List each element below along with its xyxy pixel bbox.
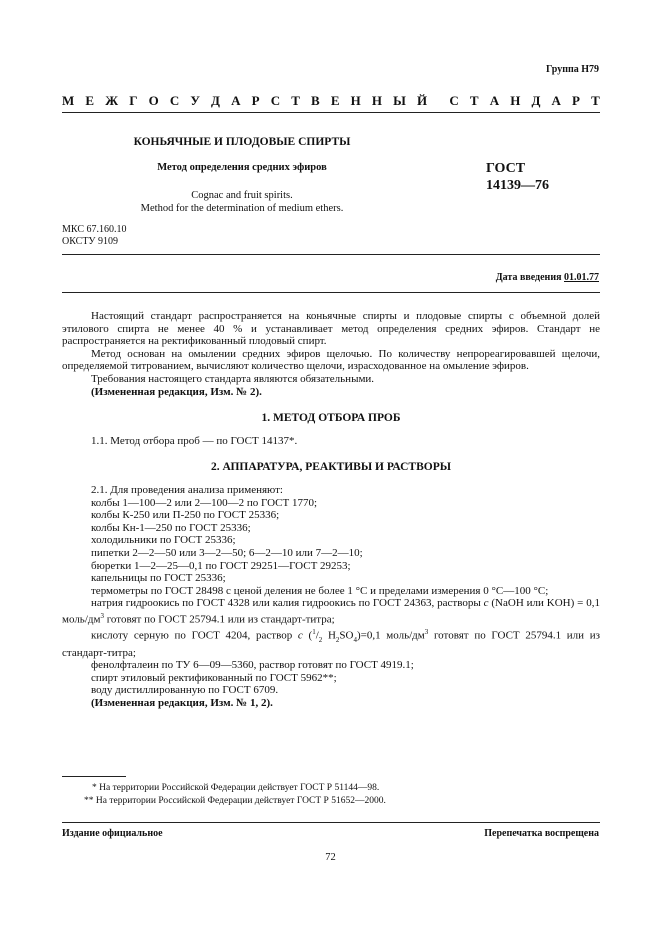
classification-codes	[62, 224, 126, 248]
heading-letter: Г	[129, 93, 138, 108]
heading-letter: С	[169, 93, 180, 108]
heading-letter: Е	[85, 93, 95, 108]
heading-letter: Й	[417, 93, 428, 108]
text-run: с	[297, 629, 303, 642]
section-2-heading: 2. АППАРАТУРА, РЕАКТИВЫ И РАСТВОРЫ	[210, 461, 452, 474]
heading-letter: А	[489, 93, 500, 108]
heading-letter: Е	[330, 93, 340, 108]
footer-divider	[62, 822, 600, 823]
heading-letter: О	[148, 93, 159, 108]
list-item: бюретки 1—2—25—0,1 по ГОСТ 29251—ГОСТ 29253;	[91, 559, 351, 572]
list-item: колбы К-250 или П-250 по ГОСТ 25336;	[91, 509, 280, 522]
heading-letter: С	[270, 93, 281, 108]
list-item: колбы 1—100—2 или 2—100—2 по ГОСТ 1770;	[91, 496, 318, 509]
fraction-denominator: 2	[318, 635, 323, 644]
intro-paragraph-3: Требования настоящего стандарта являются обязательными.	[91, 372, 375, 385]
equipment-list	[91, 497, 600, 598]
sodium-hydroxide-item	[62, 597, 600, 626]
footnote-1: * На территории Российской Федерации действует ГОСТ Р 51144—98.	[92, 783, 380, 793]
list-item: пипетки 2—2—50 или 3—2—50; 6—2—10 или 7—2—10;	[91, 546, 363, 559]
gost-number: 14139—76	[486, 178, 549, 193]
heading-letter: У	[190, 93, 200, 108]
gost-label: ГОСТ	[486, 161, 526, 176]
heading-letter: А	[551, 93, 561, 108]
heading-letter: Н	[510, 93, 521, 108]
heading-letter: В	[311, 93, 320, 108]
list-item: фенолфталеин по ТУ 6—09—5360, раствор готовят по ГОСТ 4919.1;	[91, 659, 414, 672]
introduction-date-value: 01.01.77	[564, 272, 599, 283]
heading-letter: Т	[591, 93, 600, 108]
heading-letter: Ы	[393, 93, 406, 108]
text-run: (	[302, 629, 313, 642]
fraction-numerator: 1	[312, 628, 316, 637]
group-label: Группа Н79	[546, 64, 599, 75]
heading-letter: Т	[291, 93, 300, 108]
english-title-line-1: Cognac and fruit spirits.	[191, 190, 293, 201]
footnote-2: ** На территории Российской Федерации действует ГОСТ Р 51652—2000.	[84, 795, 386, 806]
heading-letter: А	[231, 93, 241, 108]
intro-paragraph-2: Метод основан на омылении средних эфиров щелочью. По количеству непрореагировавшей щелочи, определяемой титрованием, вычисляют количество щелочи, израсходованное на омыление эфиров.	[62, 347, 600, 373]
heading-letter: М	[62, 93, 75, 108]
footnote-divider	[62, 776, 126, 777]
heading-letter: Н	[350, 93, 361, 108]
reagent-list	[91, 659, 600, 697]
text-run: SO	[339, 629, 354, 642]
reprint-prohibited-label: Перепечатка воспрещена	[484, 828, 599, 839]
list-item: холодильники по ГОСТ 25336;	[91, 534, 236, 547]
text-run: H	[322, 629, 336, 642]
list-item: воду дистиллированную по ГОСТ 6709.	[91, 684, 279, 697]
amendment-note: (Измененная редакция, Изм. № 1, 2).	[91, 696, 273, 709]
heading-letter: Д	[531, 93, 541, 108]
heading-letter: Р	[572, 93, 580, 108]
list-item: капельницы по ГОСТ 25336;	[91, 572, 226, 585]
section-1-text: 1.1. Метод отбора проб — по ГОСТ 14137*.	[91, 434, 298, 447]
english-title	[62, 189, 422, 215]
section-1-heading: 1. МЕТОД ОТБОРА ПРОБ	[261, 412, 401, 425]
document-title: КОНЬЯЧНЫЕ И ПЛОДОВЫЕ СПИРТЫ	[133, 136, 351, 148]
subscript: 2	[335, 635, 340, 644]
english-title-line-2: Method for the determination of medium ethers.	[140, 203, 344, 214]
text-run: готовят по ГОСТ 25794.1 или из стандарт-титра;	[103, 613, 335, 626]
document-body	[62, 310, 600, 710]
subscript: 4	[353, 635, 357, 644]
list-item: колбы Кн-1—250 по ГОСТ 25336;	[91, 521, 251, 534]
official-edition-label: Издание официальное	[62, 828, 163, 839]
title-block	[62, 136, 422, 215]
document-subtitle: Метод определения средних эфиров	[157, 162, 327, 173]
heading-letter: Н	[371, 93, 382, 108]
intro-paragraph-1: Настоящий стандарт распространяется на коньячные спирты и плодовые спирты с объемной долей этилового спирта не менее 40 % и устанавливает метод определения средних эфиров. Стандарт не распространяется на ректификованный плодовый спирт.	[62, 310, 600, 348]
divider	[62, 292, 600, 293]
list-item: термометры по ГОСТ 28498 с ценой деления не более 1 °С и пределами измерения 0 °С—100 °С;	[91, 584, 549, 597]
mks-code: МКС 67.160.10	[62, 224, 127, 235]
text-run: (NaOH или KOH) = 0,1 моль/дм	[62, 597, 600, 626]
interstate-standard-heading	[62, 93, 600, 109]
introduction-date	[496, 272, 599, 283]
text-run: кислоту серную по ГОСТ 4204, раствор	[91, 629, 298, 642]
divider	[62, 254, 600, 255]
okstu-code: ОКСТУ 9109	[62, 236, 119, 247]
superscript: 3	[100, 611, 104, 620]
text-run: готовят по ГОСТ 25794.1 или из стандарт-титра;	[62, 629, 600, 659]
text-run: натрия гидроокись по ГОСТ 4328 или калия гидроокись по ГОСТ 24363, растворы	[91, 597, 484, 610]
superscript: 3	[424, 628, 429, 637]
section-2-intro: 2.1. Для проведения анализа применяют:	[91, 483, 283, 496]
heading-letter: Ж	[105, 93, 119, 108]
footnotes	[84, 782, 386, 807]
sulfuric-acid-item: кислоту серную по ГОСТ 4204, раствор с ($^1/_2$ $H_2SO_4)=0,1$ моль/$дм^3$ готовят по ГОСТ 25794.1 или из стандарт-титра;	[62, 628, 600, 659]
page-number: 72	[325, 852, 336, 863]
list-item: спирт этиловый ректификованный по ГОСТ 5962**;	[91, 671, 337, 684]
divider	[62, 112, 600, 113]
amendment-note: (Измененная редакция, Изм. № 2).	[91, 385, 262, 398]
text-run: )=0,1 моль/дм	[356, 629, 425, 642]
heading-letter: Т	[469, 93, 479, 108]
introduction-date-label: Дата введения	[495, 272, 562, 283]
heading-letter: С	[449, 93, 459, 108]
gost-number-block	[486, 160, 549, 194]
text-run: с	[483, 597, 489, 610]
heading-letter: Р	[251, 93, 260, 108]
heading-letter: Д	[211, 93, 220, 108]
